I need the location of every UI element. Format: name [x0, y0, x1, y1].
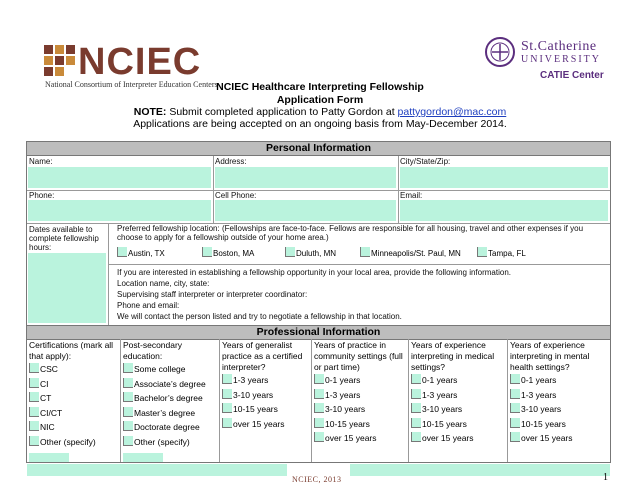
personal-heading: Personal Information: [27, 142, 610, 156]
establish-supervisor: Supervising staff interpreter or interpreter coordinator:: [117, 290, 308, 299]
nciec-logo-mark: [44, 45, 76, 77]
checkbox[interactable]: [222, 374, 232, 384]
checkbox[interactable]: [29, 407, 39, 417]
option-nic[interactable]: NIC: [29, 420, 119, 435]
location-tampa[interactable]: Tampa, FL: [477, 247, 526, 258]
option-mh-over-15[interactable]: over 15 years: [510, 431, 608, 446]
address-field[interactable]: [215, 167, 396, 188]
name-field[interactable]: [28, 167, 211, 188]
phone-label: Phone:: [29, 191, 55, 200]
checkbox[interactable]: [123, 407, 133, 417]
location-minneapolis[interactable]: Minneapolis/St. Paul, MN: [360, 247, 461, 258]
option-mh-0-1[interactable]: 0-1 years: [510, 373, 608, 388]
establish-block: [117, 267, 607, 322]
option-doctorate[interactable]: Doctorate degree: [123, 420, 217, 435]
nciec-subtitle: National Consortium of Interpreter Education Centers: [45, 80, 218, 89]
checkbox[interactable]: [510, 374, 520, 384]
checkbox[interactable]: [123, 392, 133, 402]
checkbox[interactable]: [314, 418, 324, 428]
option-med-1-3[interactable]: 1-3 years: [411, 388, 505, 403]
checkbox[interactable]: [314, 389, 324, 399]
dates-label: Dates available to complete fellowship hours:: [29, 225, 99, 252]
option-edu-other[interactable]: Other (specify): [123, 435, 217, 450]
checkbox[interactable]: [222, 403, 232, 413]
location-austin[interactable]: Austin, TX: [117, 247, 165, 258]
stc-name: St.Catherine: [521, 39, 597, 54]
cell-label: Cell Phone:: [215, 191, 257, 200]
checkbox[interactable]: [285, 247, 295, 257]
checkbox[interactable]: [411, 432, 421, 442]
option-ct[interactable]: CT: [29, 391, 119, 406]
catie-center: CATIE Center: [540, 70, 604, 81]
checkbox[interactable]: [222, 418, 232, 428]
checkbox[interactable]: [29, 363, 39, 373]
option-master[interactable]: Master’s degree: [123, 406, 217, 421]
checkbox[interactable]: [510, 418, 520, 428]
professional-heading: Professional Information: [27, 325, 610, 340]
checkbox[interactable]: [411, 374, 421, 384]
option-gen-10-15[interactable]: 10-15 years: [222, 402, 310, 417]
checkbox[interactable]: [123, 378, 133, 388]
option-gen-over-15[interactable]: over 15 years: [222, 417, 310, 432]
form-title: NCIEC Healthcare Interpreting Fellowship: [216, 81, 424, 93]
note-label: NOTE:: [133, 106, 167, 118]
option-ci[interactable]: CI: [29, 377, 119, 392]
page-number: 1: [603, 472, 608, 483]
dates-field[interactable]: [28, 253, 106, 323]
generalist-column: Years of generalist practice as a certified interpreter? 1-3 years 3-10 years 10-15 years over 15 years: [222, 340, 310, 431]
community-column: Years of practice in community settings (full or part time) 0-1 years 1-3 years 3-10 years 10-15 years over 15 years: [314, 340, 406, 446]
checkbox[interactable]: [360, 247, 370, 257]
mental-health-column: Years of experience interpreting in mental health settings? 0-1 years 1-3 years 3-10 years 10-15 years over 15 years: [510, 340, 608, 446]
nciec-logo-text: NCIEC: [78, 41, 202, 83]
cell-field[interactable]: [215, 200, 396, 221]
option-gen-3-10[interactable]: 3-10 years: [222, 388, 310, 403]
checkbox[interactable]: [123, 363, 133, 373]
bottom-field-left[interactable]: [27, 464, 287, 476]
note-text: Submit completed application to Patty Gordon at: [169, 106, 395, 118]
preferred-location-text: Preferred fellowship location: (Fellowships are face-to-face. Fellows are responsible for all housing, travel and other expenses if you choose to apply for a fellowship outside of your home area.): [117, 224, 584, 242]
establish-location: Location name, city, state:: [117, 279, 210, 288]
checkbox[interactable]: [29, 421, 39, 431]
education-column: Post-secondary education: Some college Associate’s degree Bachelor’s degree Master’s degree Doctorate degree Other (specify): [123, 340, 217, 449]
email-label: Email:: [400, 191, 423, 200]
checkbox[interactable]: [29, 436, 39, 446]
checkbox[interactable]: [123, 421, 133, 431]
city-field[interactable]: [400, 167, 608, 188]
option-med-0-1[interactable]: 0-1 years: [411, 373, 505, 388]
checkbox[interactable]: [123, 436, 133, 446]
footer-text: NCIEC, 2013: [292, 475, 342, 484]
stc-university: UNIVERSITY: [521, 54, 601, 65]
checkbox[interactable]: [510, 432, 520, 442]
establish-contact: Phone and email:: [117, 301, 180, 310]
stc-seal-icon: [485, 37, 515, 67]
bottom-field-right[interactable]: [350, 464, 610, 476]
option-bachelor[interactable]: Bachelor’s degree: [123, 391, 217, 406]
location-boston[interactable]: Boston, MA: [202, 247, 254, 258]
checkbox[interactable]: [411, 418, 421, 428]
certifications-column: Certifications (mark all that apply): CSC CI CT CI/CT NIC Other (specify): [29, 340, 119, 449]
location-duluth[interactable]: Duluth, MN: [285, 247, 336, 258]
option-mh-10-15[interactable]: 10-15 years: [510, 417, 608, 432]
checkbox[interactable]: [222, 389, 232, 399]
application-table: [26, 141, 611, 463]
edu-other-field[interactable]: [123, 453, 163, 462]
checkbox[interactable]: [29, 378, 39, 388]
medical-column: Years of experience interpreting in medical settings? 0-1 years 1-3 years 3-10 years 10-15 years over 15 years: [411, 340, 505, 446]
checkbox[interactable]: [510, 389, 520, 399]
cert-other-field[interactable]: [29, 453, 69, 462]
checkbox[interactable]: [314, 403, 324, 413]
establish-intro: If you are interested in establishing a fellowship opportunity in your local area, provide the following information.: [117, 268, 511, 277]
establish-note: We will contact the person listed and try to negotiate a fellowship in that location.: [117, 312, 402, 321]
checkbox[interactable]: [314, 432, 324, 442]
contact-email-link[interactable]: pattygordon@mac.com: [397, 106, 507, 118]
option-mh-3-10[interactable]: 3-10 years: [510, 402, 608, 417]
application-period: Applications are being accepted on an ongoing basis from May-December 2014.: [133, 118, 507, 130]
form-subtitle: Application Form: [276, 94, 364, 106]
option-cert-other[interactable]: Other (specify): [29, 435, 119, 450]
option-some-college[interactable]: Some college: [123, 362, 217, 377]
checkbox[interactable]: [314, 374, 324, 384]
option-med-10-15[interactable]: 10-15 years: [411, 417, 505, 432]
checkbox[interactable]: [29, 392, 39, 402]
checkbox[interactable]: [510, 403, 520, 413]
option-med-3-10[interactable]: 3-10 years: [411, 402, 505, 417]
checkbox[interactable]: [411, 389, 421, 399]
option-cict[interactable]: CI/CT: [29, 406, 119, 421]
option-com-0-1[interactable]: 0-1 years: [314, 373, 406, 388]
option-com-over-15[interactable]: over 15 years: [314, 431, 406, 446]
name-label: Name:: [29, 157, 53, 166]
city-label: City/State/Zip:: [400, 157, 451, 166]
option-com-10-15[interactable]: 10-15 years: [314, 417, 406, 432]
option-gen-1-3[interactable]: 1-3 years: [222, 373, 310, 388]
option-mh-1-3[interactable]: 1-3 years: [510, 388, 608, 403]
option-med-over-15[interactable]: over 15 years: [411, 431, 505, 446]
option-com-3-10[interactable]: 3-10 years: [314, 402, 406, 417]
address-label: Address:: [215, 157, 247, 166]
checkbox[interactable]: [202, 247, 212, 257]
option-com-1-3[interactable]: 1-3 years: [314, 388, 406, 403]
checkbox[interactable]: [411, 403, 421, 413]
phone-field[interactable]: [28, 200, 211, 221]
option-associate[interactable]: Associate’s degree: [123, 377, 217, 392]
checkbox[interactable]: [477, 247, 487, 257]
option-csc[interactable]: CSC: [29, 362, 119, 377]
email-field[interactable]: [400, 200, 608, 221]
checkbox[interactable]: [117, 247, 127, 257]
